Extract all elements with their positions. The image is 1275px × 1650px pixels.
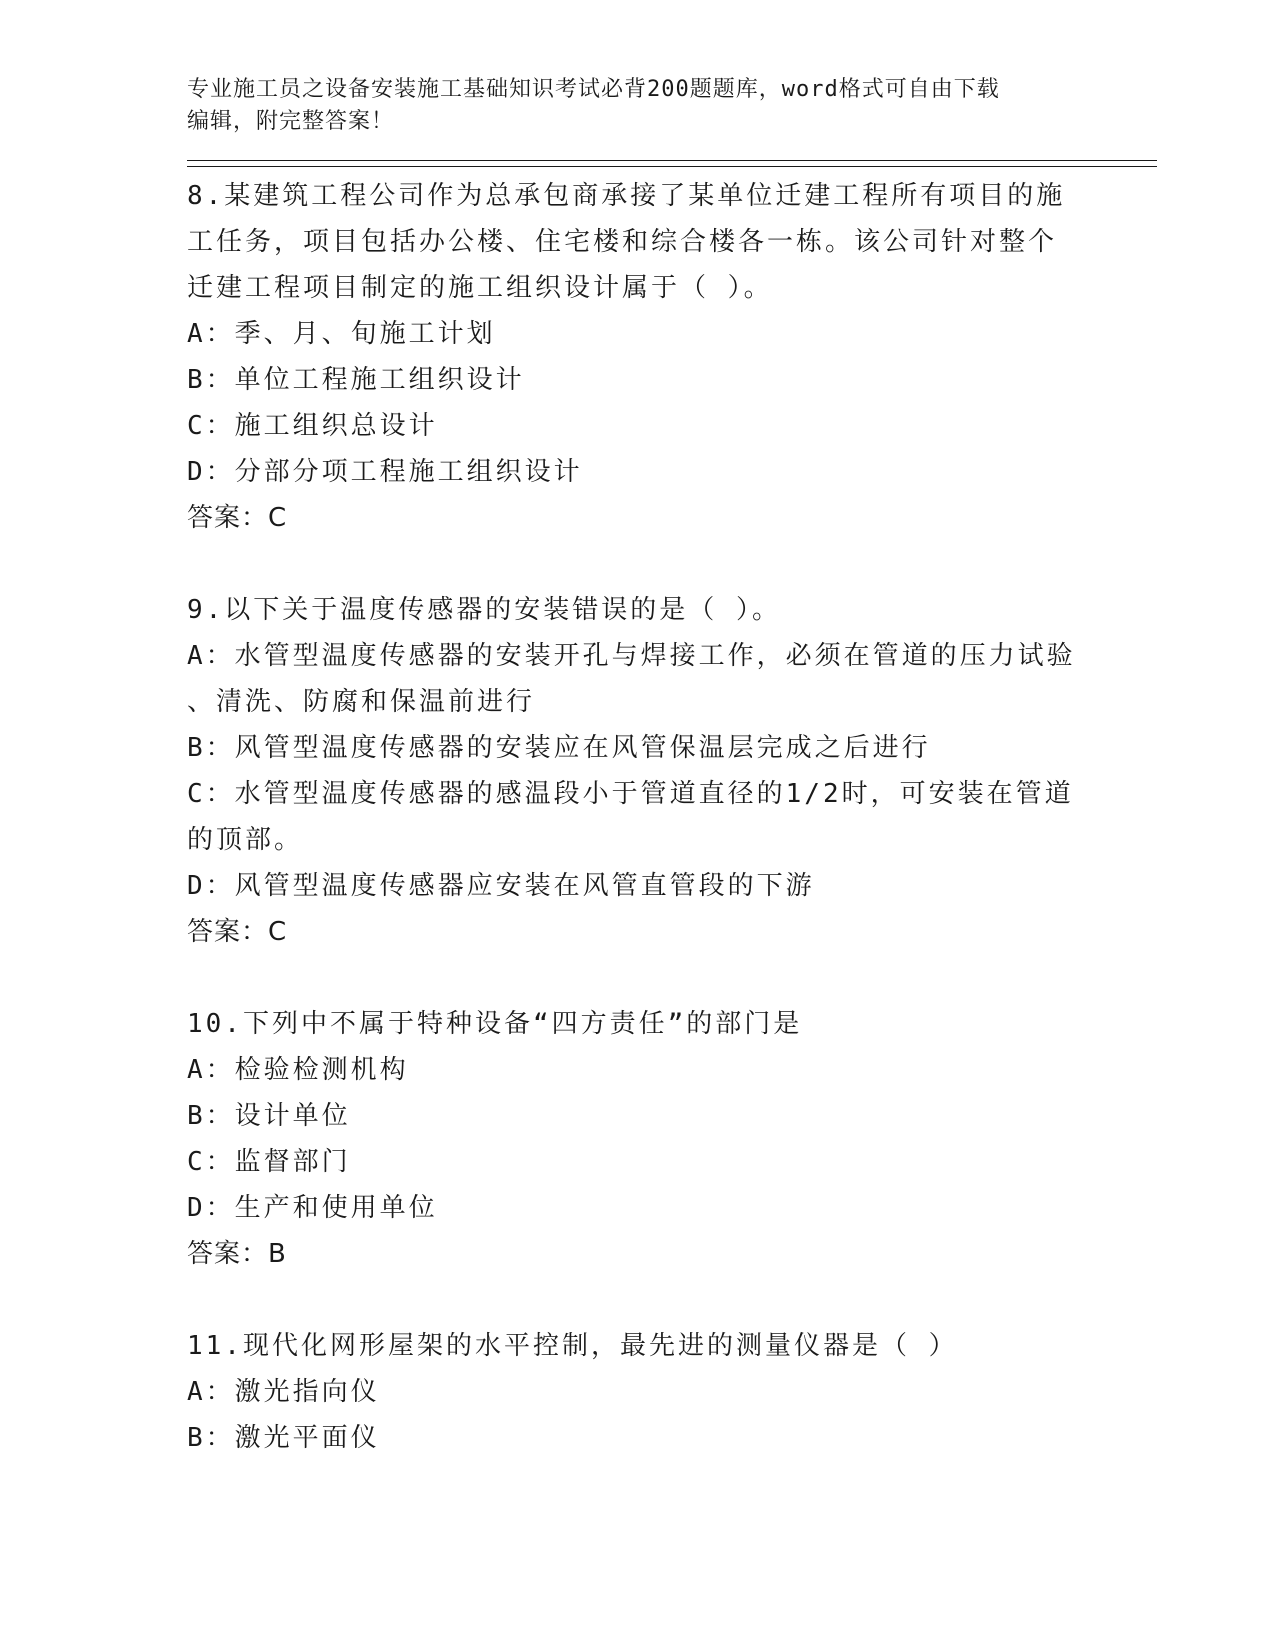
- document-page: [187, 74, 1157, 1461]
- question-9-text: 9.以下关于温度传感器的安装错误的是（ ）。: [187, 595, 781, 625]
- option-line: 、清洗、防腐和保温前进行: [187, 687, 536, 717]
- answer: 答案：C: [187, 503, 288, 533]
- question-text-line: 8.某建筑工程公司作为总承包商承接了某单位迁建工程所有项目的施: [187, 181, 1066, 211]
- question-8-text: [187, 173, 1087, 311]
- option-a: A：检验检测机构: [187, 1055, 409, 1085]
- option-d: D：生产和使用单位: [187, 1193, 438, 1223]
- question-text-line: 工任务，项目包括办公楼、住宅楼和综合楼各一栋。该公司针对整个: [187, 227, 1058, 257]
- question-text-line: 迁建工程项目制定的施工组织设计属于（ ）。: [187, 273, 773, 303]
- option-c: [187, 771, 1087, 863]
- spacer: [187, 1277, 1157, 1323]
- option-line: A：水管型温度传感器的安装开孔与焊接工作，必须在管道的压力试验: [187, 641, 1076, 671]
- answer: 答案：B: [187, 1239, 287, 1269]
- question-9: [187, 587, 1157, 955]
- question-10: [187, 1001, 1157, 1277]
- option-line: C：水管型温度传感器的感温段小于管道直径的1/2时，可安装在管道: [187, 779, 1074, 809]
- option-b: B：风管型温度传感器的安装应在风管保温层完成之后进行: [187, 733, 931, 763]
- option-a: A：季、月、旬施工计划: [187, 319, 496, 349]
- option-b: B：设计单位: [187, 1101, 351, 1131]
- question-11-text: 11.现代化网形屋架的水平控制，最先进的测量仪器是（ ）: [187, 1331, 958, 1361]
- question-10-text: 10.下列中不属于特种设备“四方责任”的部门是: [187, 1009, 803, 1039]
- option-d: D：风管型温度传感器应安装在风管直管段的下游: [187, 871, 815, 901]
- header-divider: [187, 160, 1157, 167]
- question-11: [187, 1323, 1157, 1461]
- option-c: C：监督部门: [187, 1147, 351, 1177]
- document-header: [187, 74, 1067, 138]
- answer: 答案：C: [187, 917, 288, 947]
- question-8: [187, 173, 1157, 541]
- spacer: [187, 541, 1157, 587]
- option-a: [187, 633, 1087, 725]
- header-line-2: 编辑，附完整答案！: [187, 109, 395, 134]
- option-b: B：单位工程施工组织设计: [187, 365, 525, 395]
- option-a: A：激光指向仪: [187, 1377, 380, 1407]
- option-b: B：激光平面仪: [187, 1423, 380, 1453]
- option-d: D：分部分项工程施工组织设计: [187, 457, 583, 487]
- option-c: C：施工组织总设计: [187, 411, 438, 441]
- option-line: 的顶部。: [187, 825, 304, 855]
- spacer: [187, 955, 1157, 1001]
- header-line-1: 专业施工员之设备安装施工基础知识考试必背200题题库，word格式可自由下载: [187, 77, 1000, 102]
